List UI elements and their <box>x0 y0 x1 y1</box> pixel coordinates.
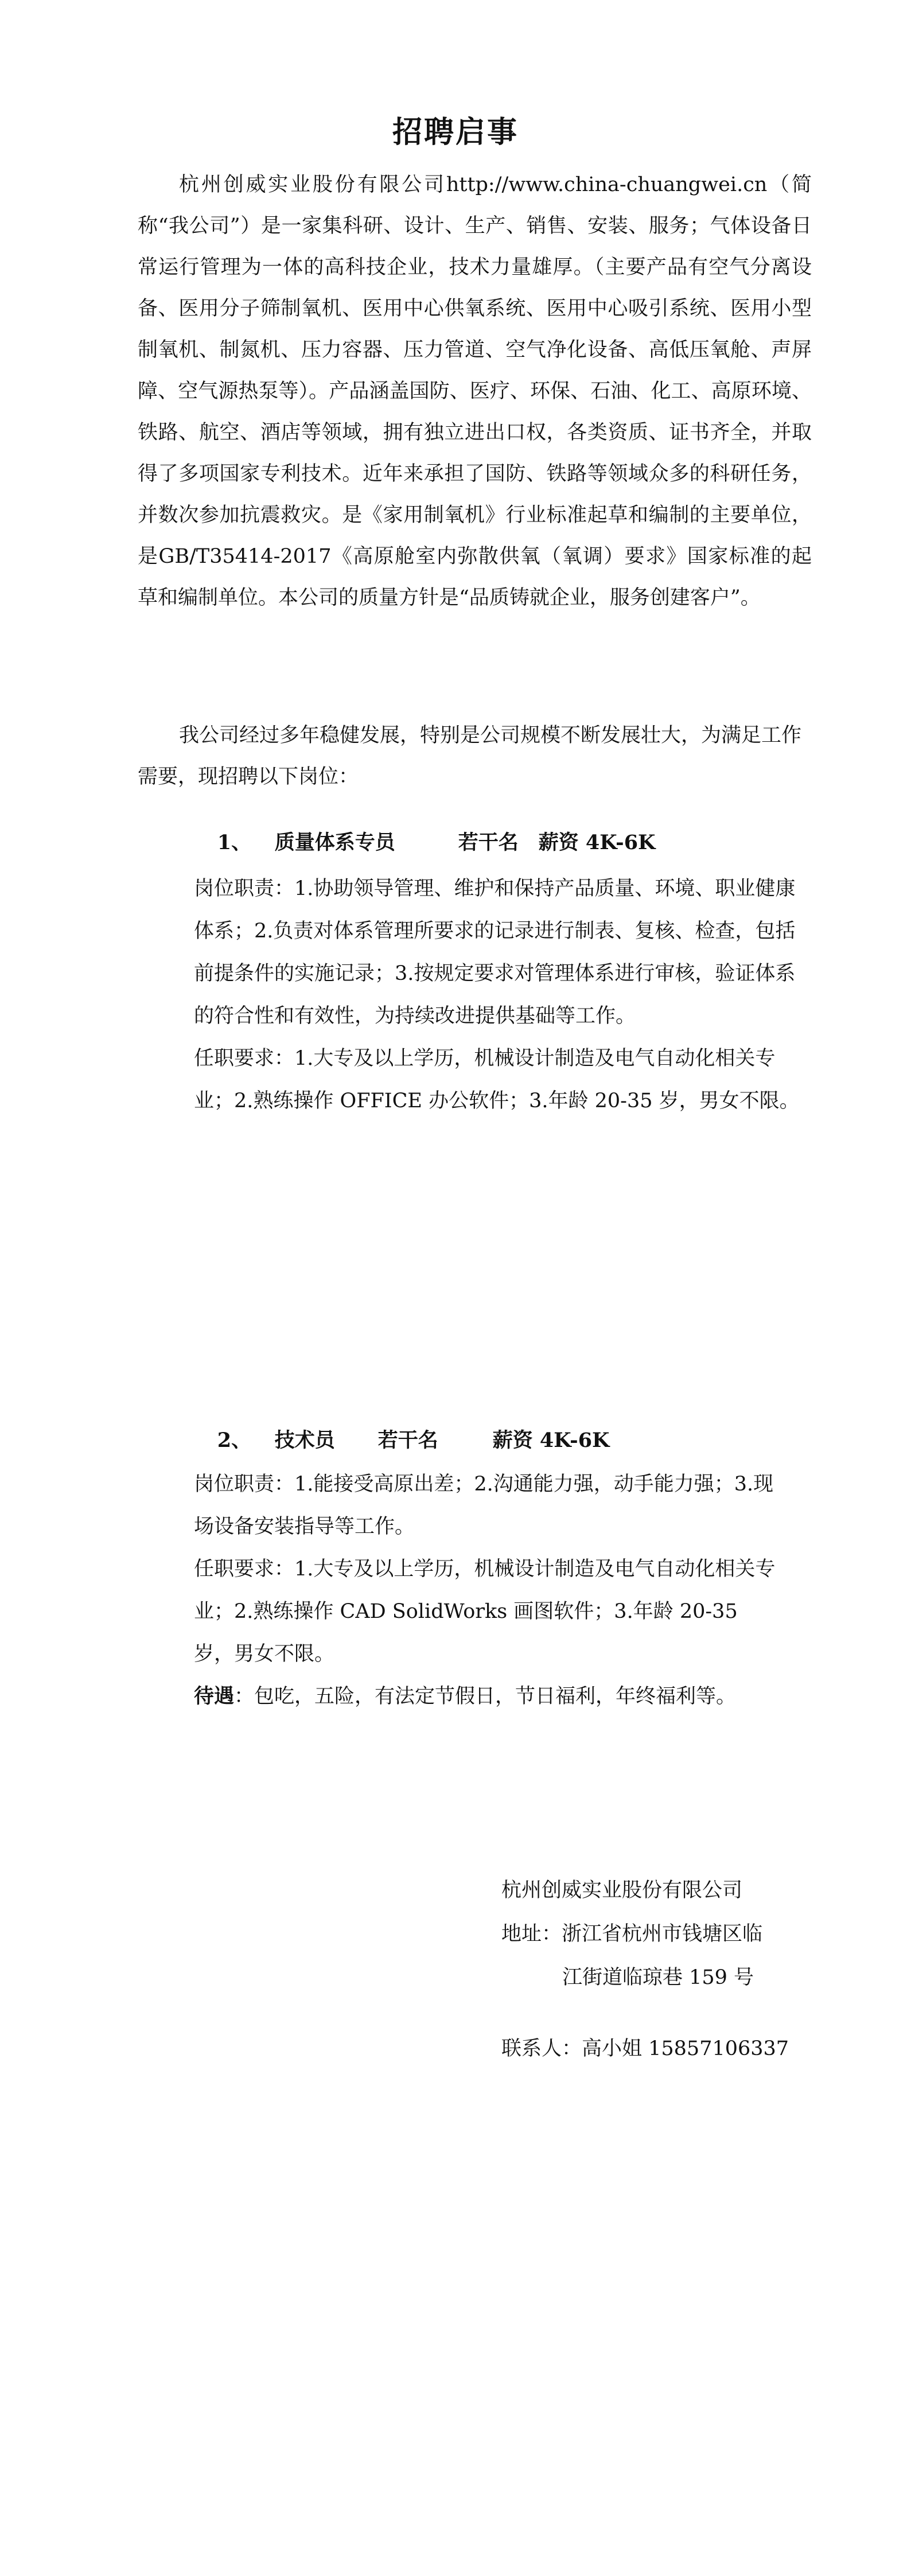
benefits-label: 待遇 <box>194 1684 235 1708</box>
benefits-text: ：包吃，五险，有法定节假日，节日福利，年终福利等。 <box>234 1685 737 1708</box>
job-1-position: 质量体系专员 <box>274 831 395 854</box>
job-1-details <box>194 867 802 1122</box>
job-2-duties: 岗位职责：1.能接受高原出差；2.沟通能力强，动手能力强；3.现场设备安装指导等工作。 <box>194 1473 774 1538</box>
job-2-details <box>194 1463 779 1718</box>
footer-contact: 联系人：高小姐 15857106337 <box>501 2037 789 2060</box>
job-1-requirements: 任职要求：1.大专及以上学历，机械设计制造及电气自动化相关专业；2.熟练操作 OFFICE 办公软件；3.年龄 20-35 岁，男女不限。 <box>194 1047 800 1112</box>
job-1-salary: 薪资 4K-6K <box>538 831 656 854</box>
job-2-requirements: 任职要求：1.大专及以上学历，机械设计制造及电气自动化相关专业；2.熟练操作 CAD SolidWorks 画图软件；3.年龄 20-35 岁，男女不限。 <box>194 1558 776 1666</box>
job-1-number: 1、 <box>217 831 252 854</box>
job-2-position: 技术员 <box>274 1429 335 1452</box>
company-introduction: 杭州创威实业股份有限公司http://www.china-chuangwei.cn（简称“我公司”）是一家集科研、设计、生产、销售、安装、服务；气体设备日常运行管理为一体的高科技企业，技术力量雄厚。（主要产品有空气分离设备、医用分子筛制氧机、医用中心供氧系统、医用中心吸引系统、医用小型制氧机、制氮机、压力容器、压力管道、空气净化设备、高低压氧舱、声屏障、空气源热泵等）。产品涵盖国防、医疗、环保、石油、化工、高原环境、铁路、航空、酒店等领域，拥有独立进出口权，各类资质、证书齐全，并取得了多项国家专利技术。近年来承担了国防、铁路等领域众多的科研任务，并数次参加抗震救灾。是《家用制氧机》行业标准起草和编制的主要单位，是GB/T35414-2017《高原舱室内弥散供氧（氧调）要求》国家标准的起草和编制单位。本公司的质量方针是“品质铸就企业，服务创建客户”。 <box>138 173 812 609</box>
job-2-number: 2、 <box>217 1429 252 1452</box>
benefits <box>194 1675 779 1718</box>
page-title: 招聘启事 <box>392 115 519 150</box>
job-2-salary: 薪资 4K-6K <box>492 1429 610 1452</box>
footer-address-line2: 江街道临琼巷 159 号 <box>562 1966 754 1989</box>
footer-company: 杭州创威实业股份有限公司 <box>501 1879 743 1902</box>
job-1-count: 若干名 <box>458 831 519 854</box>
job-2-count: 若干名 <box>377 1429 438 1452</box>
footer-address-line1: 地址：浙江省杭州市钱塘区临 <box>501 1923 763 1945</box>
hiring-introduction: 我公司经过多年稳健发展，特别是公司规模不断发展壮大，为满足工作需要，现招聘以下岗位： <box>138 724 802 788</box>
job-1-duties: 岗位职责：1.协助领导管理、维护和保持产品质量、环境、职业健康体系；2.负责对体系管理所要求的记录进行制表、复核、检查，包括前提条件的实施记录；3.按规定要求对管理体系进行审核，验证体系的符合性和有效性，为持续改进提供基础等工作。 <box>194 877 796 1028</box>
